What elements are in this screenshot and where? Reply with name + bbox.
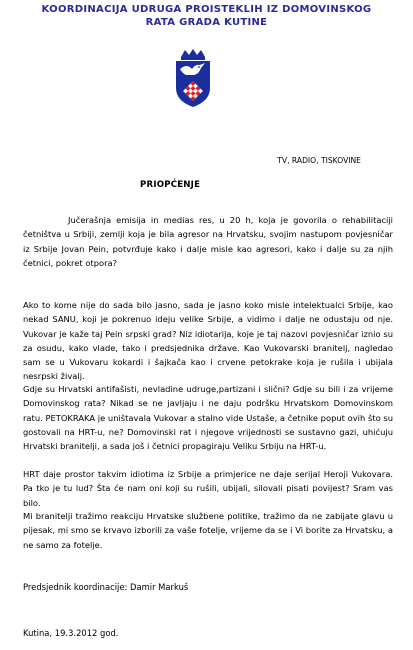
- paragraph: Gdje su Hrvatski antifašisti, nevladine udruge,partizani i slični? Gdje su bili i za vrijeme Domovinskog rata? Nikad se ne javljaju i ne daju podršku Hrvatskom Domovinskom ratu. PETOKRAKA je uništavala Vukovar a stalno vide Ustaše, a četnike poput ovih što su gostovali na HRT-u, ne? Domovinski rat i njegove vrijednosti se sustavno gazi, uhićuju Hrvatski branitelji, a sada još i četnici propagiraju Veliku Srbiju na HRT-u.: [23, 384, 393, 452]
- organization-name-line1: KOORDINACIJA UDRUGA PROISTEKLIH IZ DOMOVINSKOG: [41, 4, 372, 15]
- page-title: PRIOPĆENJE: [140, 180, 201, 190]
- date: Kutina, 19.3.2012 god.: [23, 628, 119, 638]
- recipients: TV, RADIO, TISKOVINE: [277, 156, 361, 165]
- paragraph: Ako to kome nije do sada bilo jasno, sada je jasno koko misle intelektualci Srbije, kao nekad SANU, koji je pokrenuo ideju velike Srbije, a vidimo i dalje ne odustaju od nje. Vukovar je kaže taj Pein srpski grad? Niz idiotarija, koje je taj nazovi povjesničar iznio su za osudu, kako vlade, tako i predsjednika države. Kao Vukovarski branitelj, nagledao sam se u Vukovaru kokardi i šajkača kao i crvene petokrake koja je rušila i ubijala nesrpski živalj.: [23, 300, 393, 382]
- paragraph: Jučerašnja emisija in medias res, u 20 h, koja je govorila o rehabilitaciji četništva u Srbiji, zemlji koja je bila agresor na Hrvatsku, svojim nastupom povjesničar iz Srbije Jovan Pein, potvrđuje kako i dalje misle kao agresori, kako i dalje su za njih četnici, pokret otpora?: [23, 215, 393, 268]
- paragraph: HRT daje prostor takvim idiotima iz Srbije a primjerice ne daje serijal Heroji Vukovara. Pa tko je tu lud? Šta će nam oni koji su rušili, ubijali, silovali pisati povijest? Sram vas bilo.: [23, 469, 393, 508]
- signature: Predsjednik koordinacije: Damir Markuš: [23, 582, 189, 592]
- organization-name-line2: RATA GRADA KUTINE: [145, 17, 268, 28]
- paragraph: Mi branitelji tražimo reakciju Hrvatske službene politike, tražimo da ne zabijate glavu u pijesak, mi smo se krvavo izborili za vaše fotelje, vrijeme da se i Vi borite za Hrvatsku, a ne samo za fotelje.: [23, 511, 393, 550]
- coat-of-arms-icon: [172, 48, 214, 108]
